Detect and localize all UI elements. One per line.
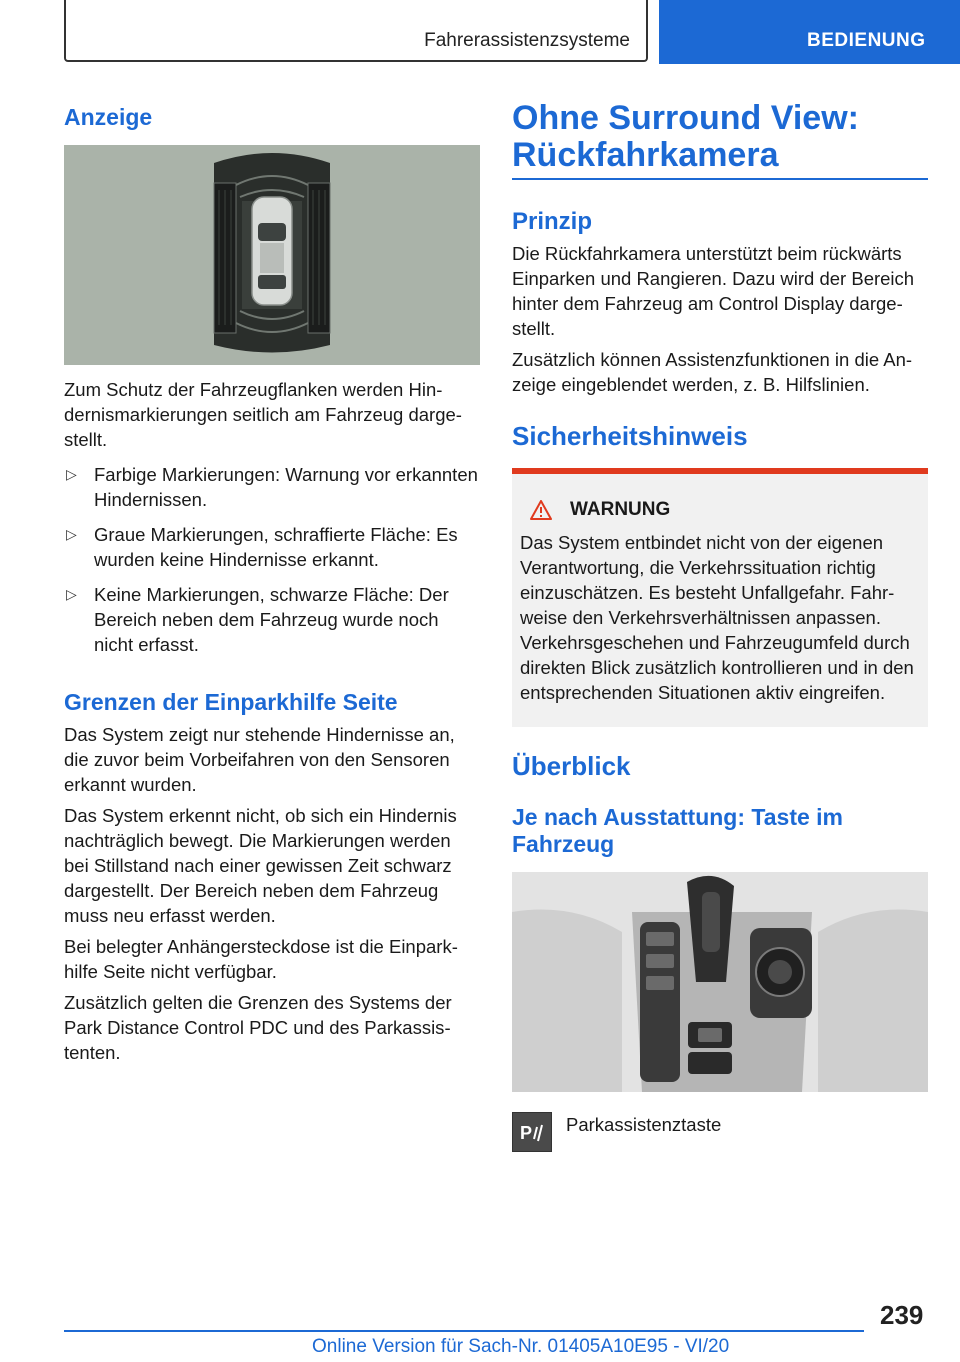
svg-text:P: P: [520, 1123, 533, 1143]
header-chapter-tab: BEDIENUNG: [659, 0, 960, 64]
anzeige-paragraph: Zum Schutz der Fahrzeugflanken werden Hindernismarkierungen seitlich am Fahrzeug dargestellt.: [64, 379, 462, 450]
console-graphic: [512, 872, 928, 1092]
triangle-bullet-icon: ▷: [66, 526, 77, 542]
legend-label: Parkassistenztaste: [566, 1114, 722, 1135]
warning-triangle-icon: [530, 500, 552, 520]
grenzen-paragraph: Das System erkennt nicht, ob sich ein Hindernis nachträglich bewegt. Die Markierungen werden bei Stillstand nach einer gewissen Zeit schwarz dargestellt. Der Bereich neben dem Fahrzeug muss neu erfasst werden.: [64, 805, 457, 926]
prinzip-paragraph: Zusätzlich können Assistenzfunktionen in die Anzeige eingeblendet werden, z. B. Hilfslinien.: [512, 349, 913, 395]
sicherheit-heading: Sicherheitshinweis: [512, 421, 748, 451]
legend-row: [512, 1112, 928, 1152]
ueberblick-heading: Überblick: [512, 751, 631, 781]
grenzen-paragraph: Zusätzlich gelten die Grenzen des Systems der Park Distance Control PDC und des Parkassistenten.: [64, 992, 452, 1063]
list-item: ▷ Farbige Markierungen: Warnung vor erkannten Hindernissen.: [66, 464, 478, 510]
park-assist-button-icon: [512, 1112, 552, 1152]
warning-box: [512, 468, 928, 727]
header-section-box: [64, 0, 648, 62]
page-header: [64, 0, 960, 64]
warning-text: Das System entbindet nicht von der eigenen Verantwortung, die Verkehrssituation richtig einzuschätzen. Es besteht Unfallgefahr. Fahrweise den Verkehrsverhältnissen anpassen. Verkehrsgeschehen und Fahrzeugumfeld durch direkten Blick zusätzlich kontrollieren und in den entsprechenden Situationen aktiv eingreifen.: [520, 532, 914, 703]
main-section-heading: Ohne Surround View: Rückfahrkamera: [512, 100, 928, 180]
grenzen-paragraph: Bei belegter Anhängersteckdose ist die Einparkhilfe Seite nicht verfügbar.: [64, 936, 458, 982]
warning-title: [520, 498, 920, 522]
header-section-title: Fahrerassistenzsysteme: [424, 30, 630, 51]
side-view-illustration: [64, 145, 480, 365]
prinzip-heading: Prinzip: [512, 208, 593, 235]
list-item: ▷ Graue Markierungen, schraffierte Fläche: Es wurden keine Hindernisse erkannt.: [66, 524, 458, 570]
marking-bullet-list: [64, 462, 480, 657]
page-number: 239: [880, 1300, 924, 1330]
right-column: [512, 100, 928, 1152]
triangle-bullet-icon: ▷: [66, 466, 77, 482]
grenzen-paragraph: Das System zeigt nur stehende Hindernisse an, die zuvor beim Vorbeifahren von den Sensoren erkannt wurden.: [64, 724, 455, 795]
warning-label: WARNUNG: [570, 499, 671, 520]
prinzip-paragraph: Die Rückfahrkamera unterstützt beim rückwärts Einparken und Rangieren. Dazu wird der Bereich hinter dem Fahrzeug am Control Display dargestellt.: [512, 243, 915, 339]
left-column: [64, 100, 480, 1065]
footer-divider: [64, 1330, 864, 1332]
anzeige-heading: Anzeige: [64, 104, 153, 130]
center-console-photo: [512, 872, 928, 1092]
triangle-bullet-icon: ▷: [66, 586, 77, 602]
list-item: ▷ Keine Markierungen, schwarze Fläche: Der Bereich neben dem Fahrzeug wurde noch nicht erfasst.: [66, 584, 449, 655]
footer-text: Online Version für Sach-Nr. 01405A10E95 - VI/20: [312, 1336, 730, 1357]
taste-heading: Je nach Ausstattung: Taste im Fahrzeug: [512, 804, 844, 857]
parking-view-graphic: [64, 145, 480, 365]
grenzen-heading: Grenzen der Einparkhilfe Seite: [64, 689, 398, 715]
